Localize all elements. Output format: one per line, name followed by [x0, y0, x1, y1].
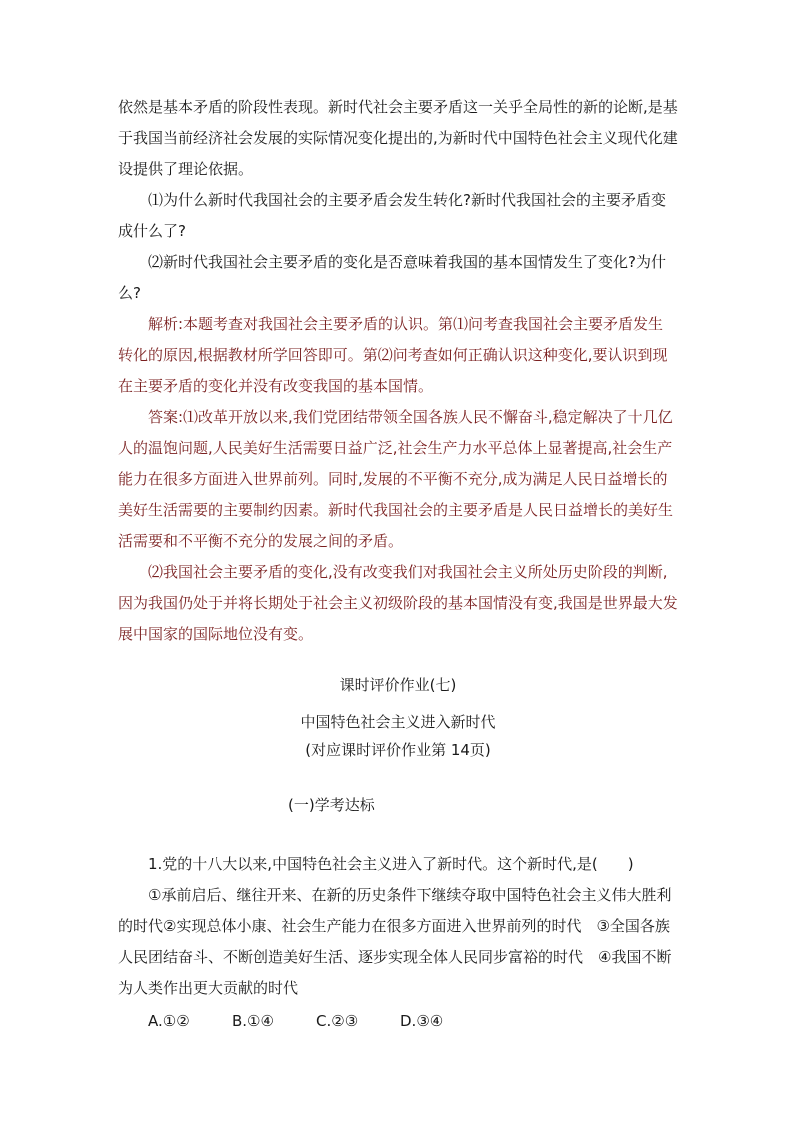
- question-1-stem: 1.党的十八大以来,中国特色社会主义进入了新时代。这个新时代,是( ): [148, 855, 634, 873]
- option-a[interactable]: A.①②: [148, 1012, 190, 1030]
- option-b[interactable]: B.①④: [232, 1012, 274, 1030]
- option-d[interactable]: D.③④: [400, 1012, 444, 1030]
- lesson-reference: (对应课时评价作业第 14页): [305, 741, 491, 759]
- answer-paragraph-1: 答案:⑴改革开放以来,我们党团结带领全国各族人民不懈奋斗,稳定解决了十几亿人的温饱问题,人民美好生活需要日益广泛,社会生产力水平总体上显著提高,社会生产能力在很多方面进入世界前列。同时,发展的不平衡不充分,成为满足人民日益增长的美好生活需要的主要制约因素。新时代我国社会的主要矛盾是人民日益增长的美好生活需要和不平衡不充分的发展之间的矛盾。: [118, 408, 674, 550]
- section-title: 课时评价作业(七): [339, 676, 457, 694]
- answer-options: [118, 1006, 678, 1037]
- lesson-title: 中国特色社会主义进入新时代: [300, 713, 496, 731]
- sub-question-1: ⑴为什么新时代我国社会的主要矛盾会发生转化?新时代我国社会的主要矛盾变成什么了?: [118, 191, 666, 240]
- option-c[interactable]: C.②③: [316, 1012, 359, 1030]
- intro-paragraph: 依然是基本矛盾的阶段性表现。新时代社会主要矛盾这一关乎全局性的新的论断,是基于我国当前经济社会发展的实际情况变化提出的,为新时代中国特色社会主义现代化建设提供了理论依据。: [118, 98, 678, 178]
- answer-paragraph-2: ⑵我国社会主要矛盾的变化,没有改变我们对我国社会主义所处历史阶段的判断,因为我国仍处于并将长期处于社会主义初级阶段的基本国情没有变,我国是世界最大发展中国家的国际地位没有变。: [118, 563, 678, 643]
- document-page: [118, 92, 678, 1037]
- subsection-heading: (一)学考达标: [288, 796, 375, 814]
- analysis-paragraph: 解析:本题考查对我国社会主要矛盾的认识。第⑴问考查我国社会主要矛盾发生转化的原因,根据教材所学回答即可。第⑵问考查如何正确认识这种变化,要认识到现在主要矛盾的变化并没有改变我国的基本国情。: [118, 315, 668, 395]
- question-1-statements: ①承前启后、继往开来、在新的历史条件下继续夺取中国特色社会主义伟大胜利的时代②实现总体小康、社会生产能力在很多方面进入世界前列的时代 ③全国各族人民团结奋斗、不断创造美好生活、逐步实现全体人民同步富裕的时代 ④我国不断为人类作出更大贡献的时代: [118, 886, 672, 997]
- sub-question-2: ⑵新时代我国社会主要矛盾的变化是否意味着我国的基本国情发生了变化?为什么?: [118, 253, 666, 302]
